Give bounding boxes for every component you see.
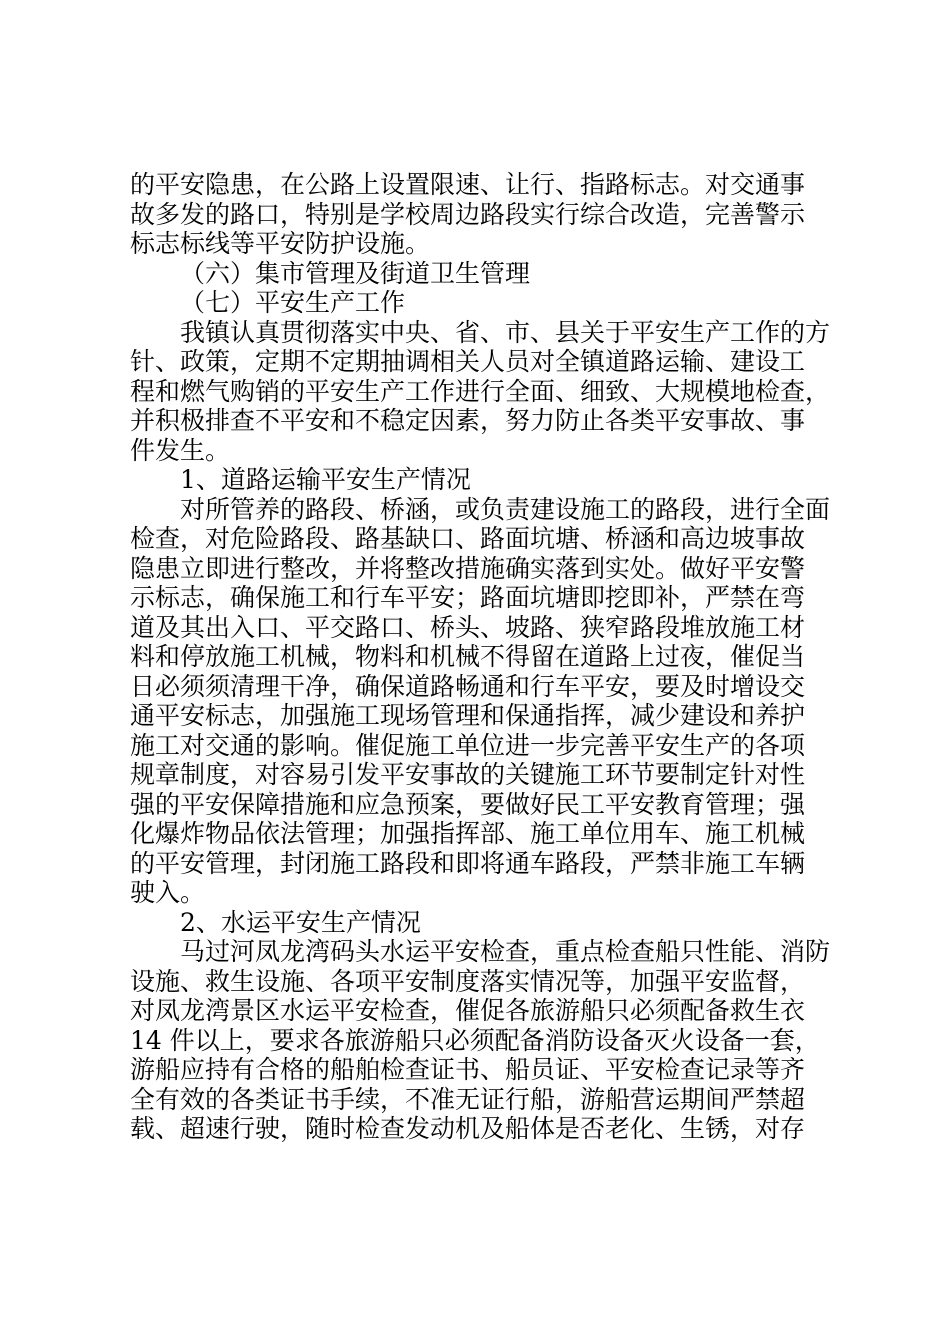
paragraph-road-transport-line-10: 规章制度，对容易引发平安事故的关键施工环节要制定针对性 bbox=[130, 760, 806, 789]
paragraph-road-transport-line-7: 日必须须清理干净，确保道路畅通和行车平安，要及时增设交 bbox=[130, 671, 806, 701]
paragraph-water-transport-line-4: 14 件以上，要求各旅游船只必须配备消防设备灭火设备一套， bbox=[130, 1025, 820, 1055]
paragraph-road-transport-line-11: 强的平安保障措施和应急预案，要做好民工平安教育管理；强 bbox=[130, 789, 806, 819]
paragraph-safe-production-intro-line-4: 并积极排查不平安和不稳定因素，努力防止各类平安事故、事 bbox=[130, 406, 806, 435]
paragraph-road-transport-line-8: 通平安标志，加强施工现场管理和保通指挥，减少建设和养护 bbox=[130, 701, 806, 730]
paragraph-traffic-safety-continued-line-2: 故多发的路口，特别是学校周边路段实行综合改造，完善警示 bbox=[130, 199, 806, 229]
paragraph-safe-production-intro-line-2: 针、政策，定期不定期抽调相关人员对全镇道路运输、建设工 bbox=[130, 347, 806, 376]
paragraph-road-transport-line-6: 料和停放施工机械，物料和机械不得留在道路上过夜，催促当 bbox=[130, 642, 806, 671]
paragraph-road-transport-line-4: 示标志，确保施工和行车平安；路面坑塘即挖即补，严禁在弯 bbox=[130, 583, 806, 612]
heading-market-street-hygiene: （六）集市管理及街道卫生管理 bbox=[180, 258, 531, 288]
paragraph-safe-production-intro-line-3: 程和燃气购销的平安生产工作进行全面、细致、大规模地检查， bbox=[130, 376, 831, 406]
paragraph-traffic-safety-continued-line-1: 的平安隐患，在公路上设置限速、让行、指路标志。对交通事 bbox=[130, 170, 806, 199]
paragraph-road-transport-line-2: 检查，对危险路段、路基缺口、路面坑塘、桥涵和高边坡事故 bbox=[130, 524, 806, 553]
paragraph-road-transport-line-5: 道及其出入口、平交路口、桥头、坡路、狭窄路段堆放施工材 bbox=[130, 612, 806, 642]
paragraph-water-transport-line-5: 游船应持有合格的船舶检查证书、船员证、平安检查记录等齐 bbox=[130, 1055, 806, 1084]
paragraph-water-transport-line-2: 设施、救生设施、各项平安制度落实情况等，加强平安监督， bbox=[130, 966, 806, 996]
document-body bbox=[130, 170, 830, 1144]
paragraph-safe-production-intro-line-5: 件发生。 bbox=[130, 435, 231, 465]
paragraph-water-transport-line-3: 对凤龙湾景区水运平安检查，催促各旅游船只必须配备救生衣 bbox=[130, 996, 806, 1025]
paragraph-safe-production-intro-line-1: 我镇认真贯彻落实中央、省、市、县关于平安生产工作的方 bbox=[180, 317, 831, 347]
paragraph-road-transport-line-14: 驶入。 bbox=[130, 878, 206, 907]
paragraph-road-transport-line-13: 的平安管理，封闭施工路段和即将通车路段，严禁非施工车辆 bbox=[130, 848, 806, 878]
paragraph-road-transport-line-9: 施工对交通的影响。催促施工单位进一步完善平安生产的各项 bbox=[130, 730, 806, 760]
heading-road-transport: 1、道路运输平安生产情况 bbox=[180, 465, 471, 494]
paragraph-road-transport-line-3: 隐患立即进行整改，并将整改措施确实落到实处。做好平安警 bbox=[130, 553, 806, 583]
heading-water-transport: 2、水运平安生产情况 bbox=[180, 907, 421, 937]
paragraph-water-transport-line-7: 载、超速行驶，随时检查发动机及船体是否老化、生锈，对存 bbox=[130, 1114, 806, 1143]
paragraph-water-transport-line-6: 全有效的各类证书手续，不准无证行船，游船营运期间严禁超 bbox=[130, 1084, 806, 1114]
paragraph-road-transport-line-12: 化爆炸物品依法管理；加强指挥部、施工单位用车、施工机械 bbox=[130, 819, 806, 848]
paragraph-road-transport-line-1: 对所管养的路段、桥涵，或负责建设施工的路段，进行全面 bbox=[180, 494, 831, 524]
paragraph-traffic-safety-continued-line-3: 标志标线等平安防护设施。 bbox=[130, 229, 431, 258]
heading-safe-production: （七）平安生产工作 bbox=[180, 288, 406, 317]
paragraph-water-transport-line-1: 马过河凤龙湾码头水运平安检查，重点检查船只性能、消防 bbox=[180, 937, 831, 966]
